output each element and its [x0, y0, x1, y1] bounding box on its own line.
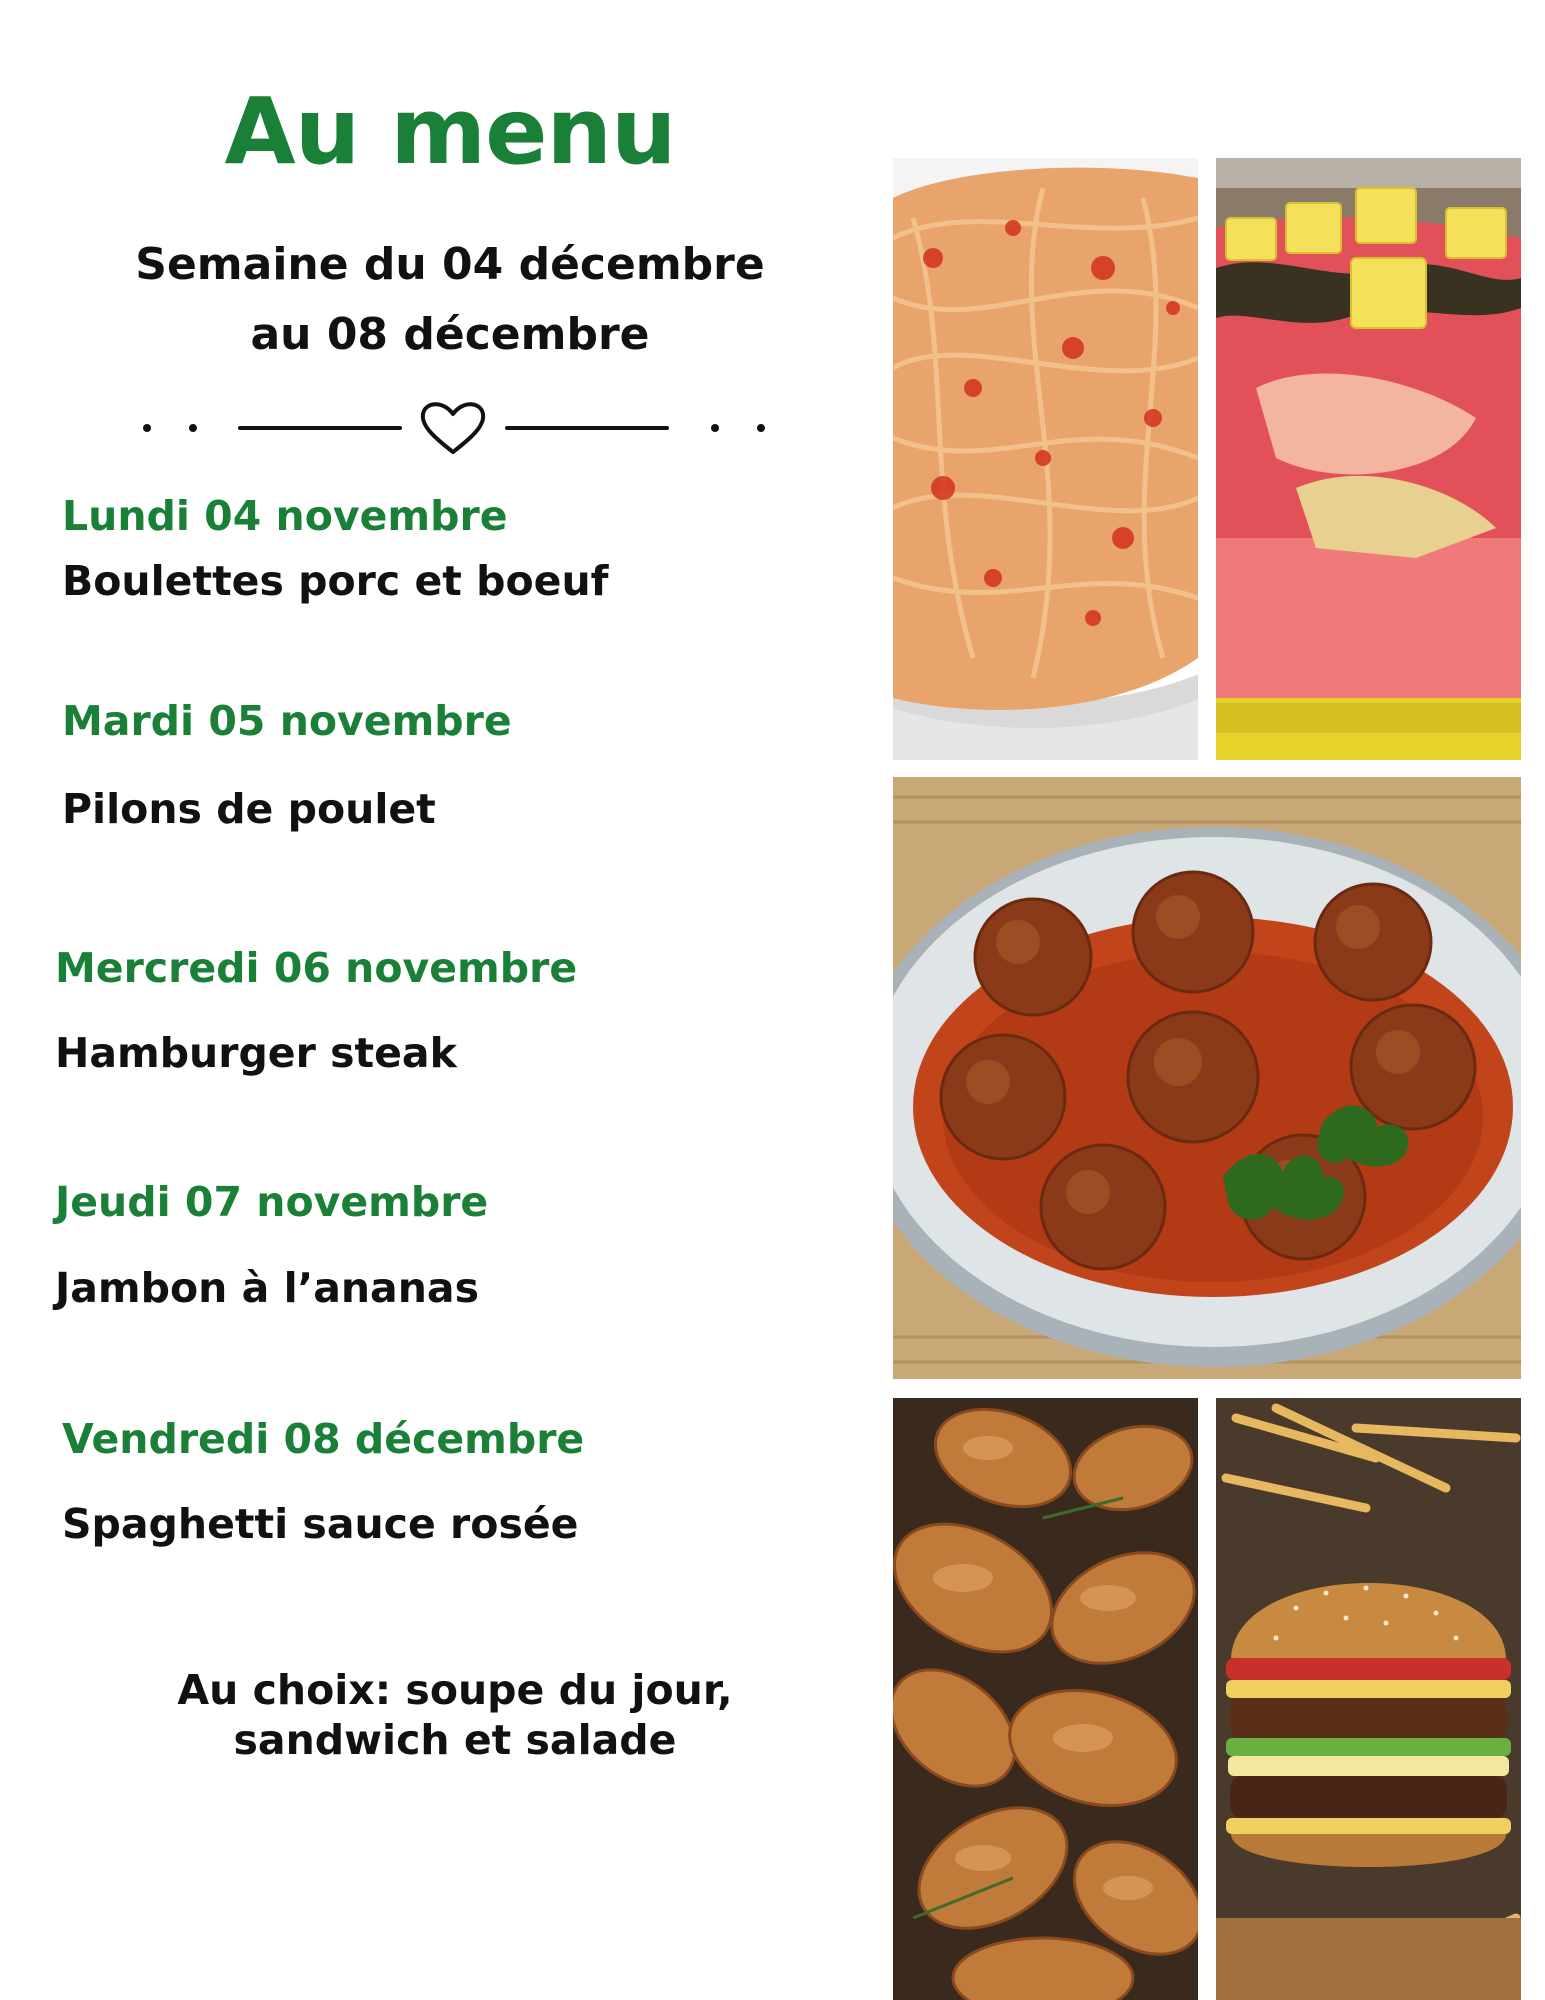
dish-thursday: Jambon à l’ananas — [55, 1264, 479, 1312]
ham-pineapple-photo — [1216, 158, 1521, 760]
chicken-drumsticks-photo — [893, 1398, 1198, 2000]
dish-friday: Spaghetti sauce rosée — [62, 1500, 579, 1548]
day-monday: Lundi 04 novembre — [62, 492, 508, 540]
meatballs-photo — [893, 777, 1521, 1379]
heart-divider-icon — [135, 400, 775, 460]
day-tuesday: Mardi 05 novembre — [62, 697, 512, 745]
page-title: Au menu — [224, 78, 676, 185]
spaghetti-photo — [893, 158, 1198, 760]
day-wednesday: Mercredi 06 novembre — [55, 944, 578, 992]
week-line-2: au 08 décembre — [250, 309, 650, 360]
week-line-1: Semaine du 04 décembre — [135, 239, 765, 290]
week-range — [0, 230, 900, 370]
dish-monday: Boulettes porc et boeuf — [62, 557, 609, 605]
choice-line-2: sandwich et salade — [233, 1716, 677, 1764]
dish-wednesday: Hamburger steak — [55, 1029, 457, 1077]
choice-note — [80, 1665, 830, 1765]
day-thursday: Jeudi 07 novembre — [55, 1178, 489, 1226]
day-friday: Vendredi 08 décembre — [62, 1415, 585, 1463]
hamburger-photo — [1216, 1398, 1521, 2000]
choice-line-1: Au choix: soupe du jour, — [177, 1666, 733, 1714]
dish-tuesday: Pilons de poulet — [62, 785, 436, 833]
